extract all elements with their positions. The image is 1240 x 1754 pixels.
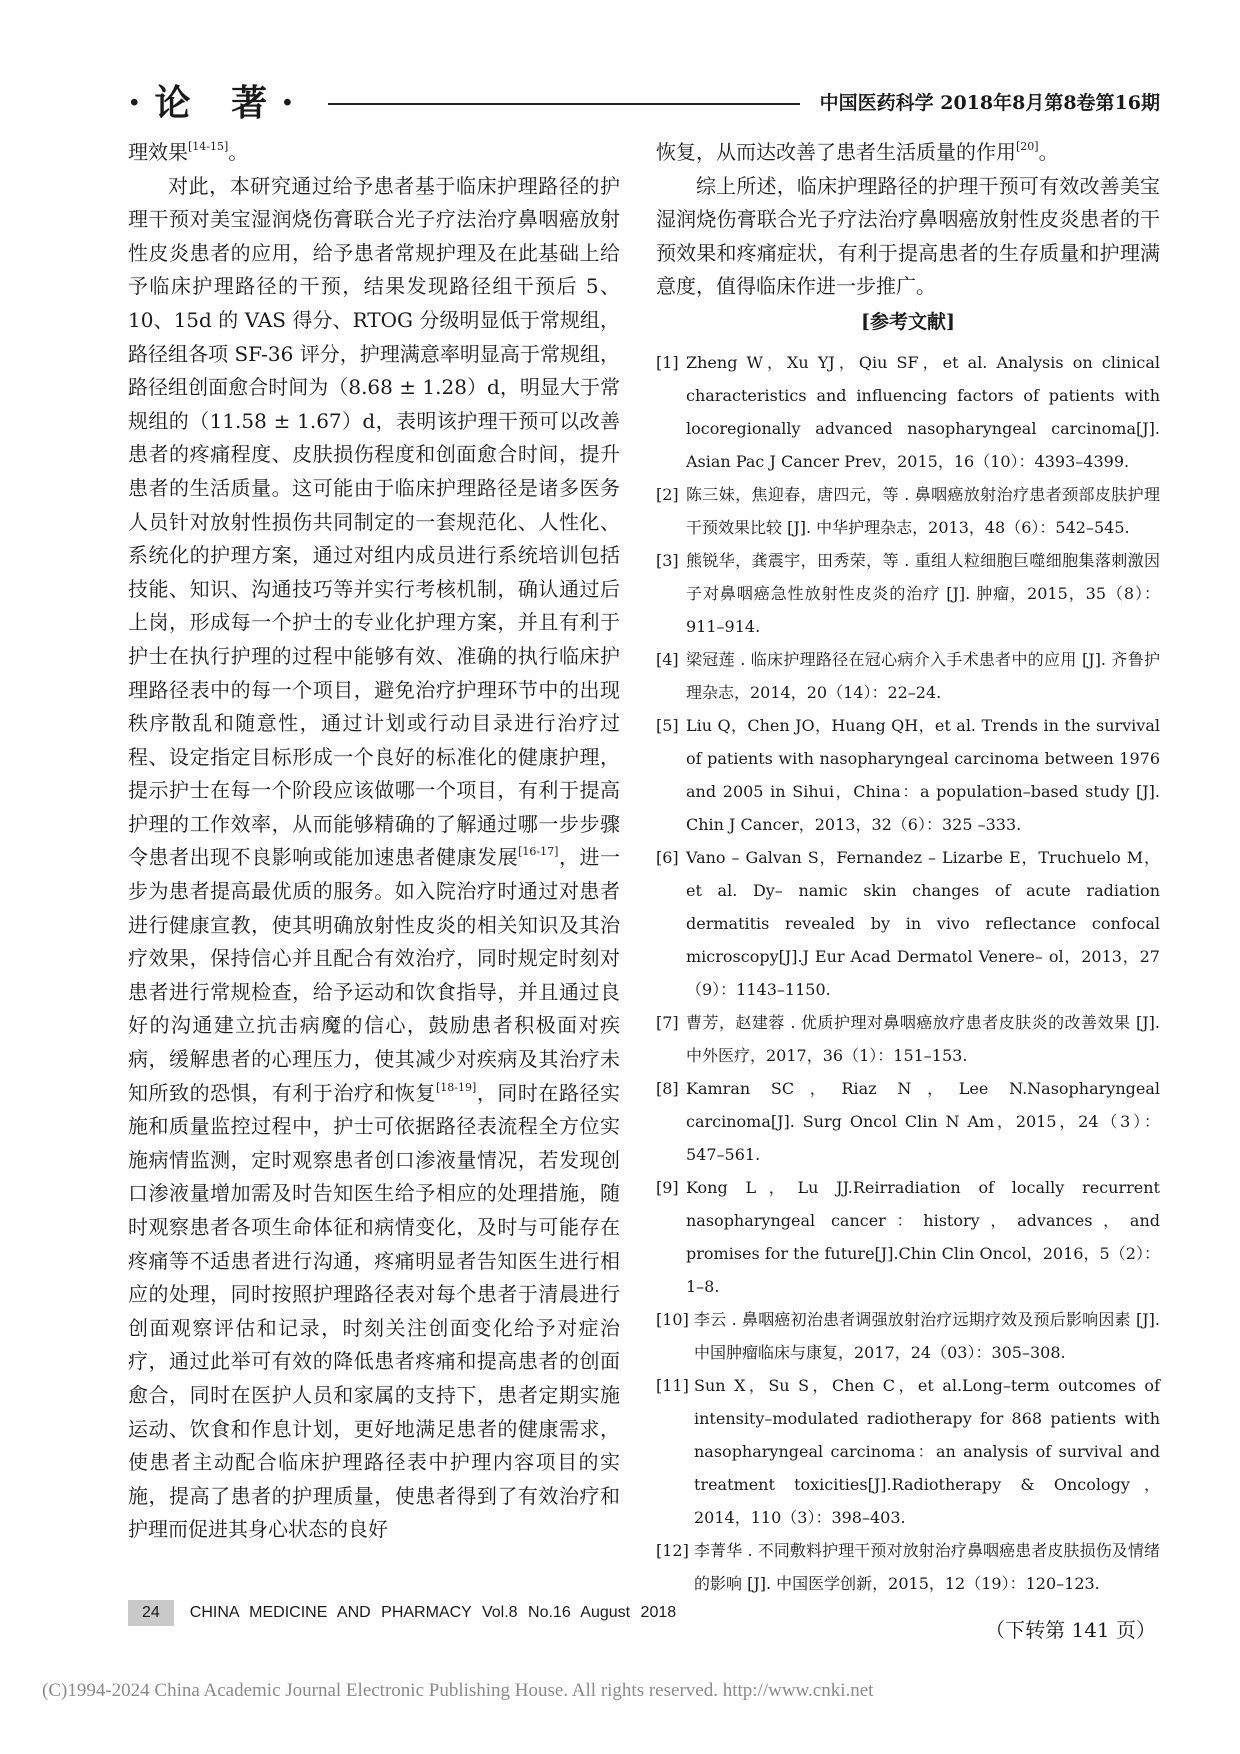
left-column [128,136,620,1547]
body-paragraph: 理效果[14-15]。 [128,140,249,164]
continued-on-note: （下转第 141 页） [985,1617,1156,1642]
citation: [18-19] [435,1080,477,1094]
header-rule [328,103,800,105]
citation: [16-17] [518,845,559,859]
copyright-notice: (C)1994-2024 China Academic Journal Electronic Publishing House. All rights reserved. http://www.cnki.net [42,1680,874,1701]
body-paragraph: 对此，本研究通过给予患者基于临床护理路径的护理干预对美宝湿润烧伤膏联合光子疗法治疗鼻咽癌放射性皮炎患者的应用，给予患者常规护理及在此基础上给予临床护理路径的干预，结果发现路径组干预后 5、10、15d 的 VAS 得分、RTOG 分级明显低于常规组，路径组各项 SF-36 评分，护理满意率明显高于常规组，路径组创面愈合时间为（8.68 ± 1.28）d，明显大于常规组的（11.58 ± 1.67）d，表明该护理干预可以改善患者的疼痛程度、皮肤损伤程度和创面愈合时间，提升患者的生活质量。这可能由于临床护理路径是诸多医务人员针对放射性损伤共同制定的一套规范化、人性化、系统化的护理方案，通过对组内成员进行系统培训包括技能、知识、沟通技巧等并实行考核机制，确认通过后上岗，形成每一个护士的专业化护理方案，并且有利于护士在执行护理的过程中能够有效、准确的执行临床护理路径表中的每一个项目，避免治疗护理环节中的出现秩序散乱和随意性，通过计划或行动目录进行治疗过程、设定指定目标形成一个良好的标准化的健康护理，提示护士在每一个阶段应该做哪一个项目，有利于提高护理的工作效率，从而能够精确的了解通过哪一步步骤令患者出现不良影响或能加速患者健康发展[16-17]，进一步为患者提高最优质的服务。如入院治疗时通过对患者进行健康宣教，使其明确放射性皮炎的相关知识及其治疗效果，保持信心并且配合有效治疗，同时规定时刻对患者进行常规检查，给予运动和饮食指导，并且通过良好的沟通建立抗击病魔的信心，鼓励患者积极面对疾病，缓解患者的心理压力，使其减少对疾病及其治疗未知所致的恐惧，有利于治疗和恢复[18-19]，同时在路径实施和质量监控过程中，护士可依据路径表流程全方位实施病情监测，定时观察患者创口渗液量情况，若发现创口渗液量增加需及时告知医生给予相应的处理措施，随时观察患者各项生命体征和病情变化，及时与可能存在疼痛等不适患者进行沟通，疼痛明显者告知医生进行相应的处理，同时按照护理路径表对每个患者于清晨进行创面观察评估和记录，时刻关注创面变化给予对症治疗，通过此举可有效的降低患者疼痛和提高患者的创面愈合，同时在医护人员和家属的支持下，患者定期实施运动、饮食和作息计划，更好地满足患者的健康需求，使患者主动配合临床护理路径表中护理内容项目的实施，提高了患者的护理质量，使患者得到了有效治疗和护理而促进其身心状态的良好 [128,173,621,1542]
page-header [128,80,1160,130]
reference-item: [9] Kong L，Lu JJ.Reirradiation of locally recurrent nasopharyngeal cancer：history，advances，and promises for the future[J].Chin Clin Oncol，2016，5（2）：1–8. [656,1177,1160,1296]
reference-item: [7] 曹芳，赵建蓉 . 优质护理对鼻咽癌放疗患者皮肤炎的改善效果 [J]. 中外医疗，2017，36（1）：151–153. [656,1012,1160,1065]
reference-list [656,346,1160,1600]
citation: [20] [1016,140,1039,153]
journal-issue-info: 中国医药科学 2018年8月第8卷第16期 [819,92,1160,114]
reference-item: [11] Sun X，Su S，Chen C，et al.Long–term outcomes of intensity–modulated radiotherapy for 868 patients with nasopharyngeal carcinoma：an analysis of survival and treatment toxicities[J].Radiotherapy & Oncology，2014，110（3）：398–403. [656,1375,1160,1527]
right-column [656,136,1160,1646]
reference-item: [12] 李菁华 . 不同敷料护理干预对放射治疗鼻咽癌患者皮肤损伤及情绪的影响 [J]. 中国医学创新，2015，12（19）：120–123. [656,1540,1160,1593]
reference-item: [6] Vano – Galvan S，Fernandez – Lizarbe E，Truchuelo M，et al. Dy– namic skin changes of acute radiation dermatitis revealed by in vivo reflectance confocal microscopy[J].J Eur Acad Dermatol Venere– ol，2013，27（9）：1143–1150. [656,847,1160,999]
reference-item: [1] Zheng W，Xu YJ，Qiu SF，et al. Analysis on clinical characteristics and influencing factors of patients with locoregionally advanced nasopharyngeal carcinoma[J]. Asian Pac J Cancer Prev，2015，16（10）：4393–4399. [656,352,1160,471]
conclusion-paragraph: 综上所述，临床护理路径的护理干预可有效改善美宝湿润烧伤膏联合光子疗法治疗鼻咽癌放射性皮炎患者的干预效果和疼痛症状，有利于提高患者的生存质量和护理满意度，值得临床作进一步推广。 [656,173,1160,299]
reference-item: [4] 梁冠莲 . 临床护理路径在冠心病介入手术患者中的应用 [J]. 齐鲁护理杂志，2014，20（14）：22–24. [656,649,1160,702]
reference-item: [10] 李云 . 鼻咽癌初治患者调强放射治疗远期疗效及预后影响因素 [J]. 中国肿瘤临床与康复，2017，24（03）：305–308. [656,1309,1160,1362]
reference-item: [2] 陈三妹，焦迎春，唐四元，等 . 鼻咽癌放射治疗患者颈部皮肤护理干预效果比较 [J]. 中华护理杂志，2013，48（6）：542–545. [656,484,1160,537]
page-number: 24 [128,1600,174,1626]
reference-item: [8] Kamran SC，Riaz N，Lee N.Nasopharyngeal carcinoma[J]. Surg Oncol Clin N Am，2015，24（3）：547–561. [656,1078,1160,1164]
references-heading: [参考文献] [861,310,955,333]
section-tag: ·论 著· [128,82,308,124]
citation: [14-15] [188,140,229,153]
reference-item: [3] 熊锐华，龚震宇，田秀荣，等 . 重组人粒细胞巨噬细胞集落刺激因子对鼻咽癌急性放射性皮炎的治疗 [J]. 肿瘤，2015，35（8）：911–914. [656,550,1160,636]
page-footer [128,1600,1160,1626]
reference-item: [5] Liu Q，Chen JO，Huang QH，et al. Trends in the survival of patients with nasopharyngeal carcinoma between 1976 and 2005 in Sihui，China：a population–based study [J]. Chin J Cancer，2013，32（6）：325 –333. [656,715,1160,834]
journal-footer-text: CHINA MEDICINE AND PHARMACY Vol.8 No.16 August 2018 [189,1604,677,1621]
body-paragraph: 恢复，从而达改善了患者生活质量的作用[20]。 [656,140,1059,164]
